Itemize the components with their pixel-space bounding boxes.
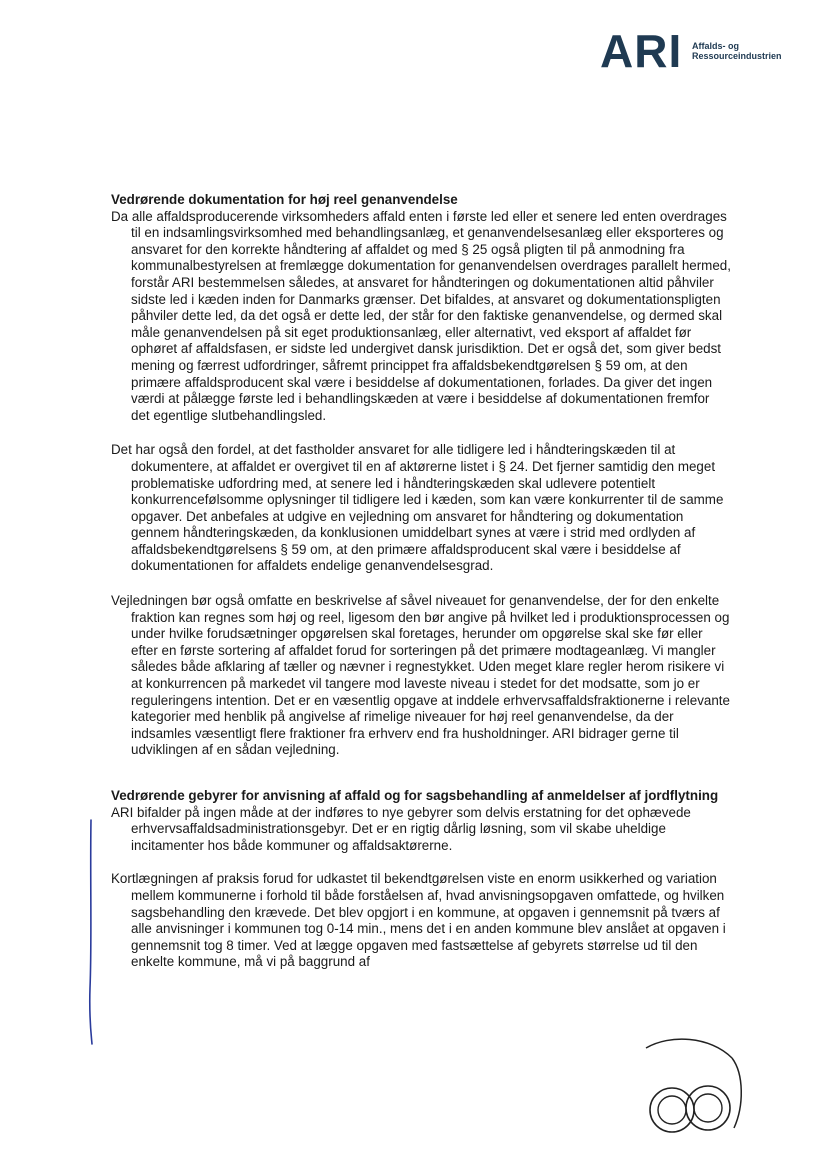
section1-paragraph-1: Da alle affaldsproducerende virksomheders affald enten i første led eller et senere led enten overdrages til en indsamlingsvirksomhed med behandlingsanlæg, et genanvendelsesanlæg eller eksporteres og ansvaret for den korrekte håndtering af affaldet og med § 25 også pligten til på anmodning fra kommunalbestyrelsen at fremlægge dokumentation for genanvendelsen overdrages parallelt hermed, forstår ARI bestemmelsen således, at ansvaret for håndteringen og dokumentationen altid påhviler sidste led i kæden inden for Danmarks grænser. Det bifaldes, at ansvaret og dokumentationspligten påhviler dette led, da det også er dette led, der står for den faktiske genanvendelse, og dermed skal måle genanvendelsen på sit eget produktionsanlæg, eller alternativt, ved eksport af affaldet før ophøret af affaldsfasen, er sidste led undergivet dansk jurisdiktion. Det er også det, som giver bedst mening og færrest udfordringer, såfremt princippet fra affaldsbekendtgørelsen § 59 om, at den primære affaldsproducent skal være i besiddelse af dokumentationen, forlades. Da giver det ingen værdi at pålægge første led i behandlingskæden at være i besiddelse af dokumentationen fremfor det egentlige slutbehandlingsled. (111, 208, 731, 423)
ari-logo-line2: Ressourceindustrien (692, 51, 782, 61)
section1-paragraph-3: Vejledningen bør også omfatte en beskrivelse af såvel niveauet for genanvendelse, der for den enkelte fraktion kan regnes som høj og reel, ligesom den bør angive på hvilket led i produktionsprocessen og under hvilke forudsætninger opgørelsen skal foretages, herunder om opgørelse skal ske før eller efter en første sortering af affaldet forud for sorteringen på det primære modtageanlæg. Vi mangler således både afklaring af tæller og nævner i regnestykket. Uden meget klare regler herom risikere vi at konkurrencen på markedet vil tangere mod laveste niveau i stedet for det modsatte, som jo er reguleringens intention. Det er en væsentlig opgave at inddele erhvervsaffaldsfraktionerne i relevante kategorier med henblik på angivelse af rimelige niveauer for høj reel genanvendelse, da der indsamles væsentligt flere fraktioner fra erhverv end fra husholdninger. ARI bidrager gerne til udviklingen af en sådan vejledning. (111, 593, 730, 758)
margin-change-mark (86, 818, 96, 1046)
section2-heading: Vedrørende gebyrer for anvisning af affald og for sagsbehandling af anmeldelser af jordflytning (111, 788, 719, 803)
section1-heading: Vedrørende dokumentation for høj reel genanvendelse (111, 192, 458, 207)
section1-paragraph-2: Det har også den fordel, at det fastholder ansvaret for alle tidligere led i håndteringskæden til at dokumentere, at affaldet er overgivet til en af aktørerne listet i § 24. Det fjerner samtidig den meget problematiske udfordring med, at senere led i håndteringskæden skal udlevere potentielt konkurrencefølsomme oplysninger til tidligere led i kæden, som kan være konkurrenter til de samme opgaver. Det anbefales at udgive en vejledning om ansvaret for håndtering og dokumentation gennem håndteringskæden, da konklusionen umiddelbart synes at være i strid med ordlyden af affaldsbekendtgørelsens § 59 om, at den primære affaldsproducent skal være i besiddelse af dokumentationen for affaldets endelige genanvendelsesgrad. (111, 442, 724, 574)
section2-paragraph-1: ARI bifalder på ingen måde at der indføres to nye gebyrer som delvis erstatning for det ophævede erhvervsaffaldsadministrationsgebyr. Det er en rigtig dårlig løsning, som vil skabe uheldige incitamenter hos både kommuner og affaldsaktørerne. (111, 804, 691, 853)
ari-logo-mark: ARI (600, 25, 683, 77)
ari-logo-subtitle (692, 41, 782, 61)
section2-paragraph-2: Kortlægningen af praksis forud for udkastet til bekendtgørelsen viste en enorm usikkerhed og variation mellem kommunerne i forhold til både forståelsen af, hvad anvisningsopgaven omfattede, og hvilken sagsbehandling den krævede. Det blev opgjort i en kommune, at opgaven i gennemsnit på tværs af alle anvisninger i kommunen tog 0-14 min., mens det i en anden kommune blev anslået at opgaven i gennemsnit tog 8 timer. Ved at lægge opgaven med fastsættelse af gebyrets størrelse ud til den enkelte kommune, må vi på baggrund af (111, 871, 726, 970)
ari-logo (600, 25, 800, 77)
document-body (111, 192, 731, 971)
ari-logo-line1: Affalds- og (692, 41, 739, 51)
initials-stamp (640, 1036, 748, 1146)
